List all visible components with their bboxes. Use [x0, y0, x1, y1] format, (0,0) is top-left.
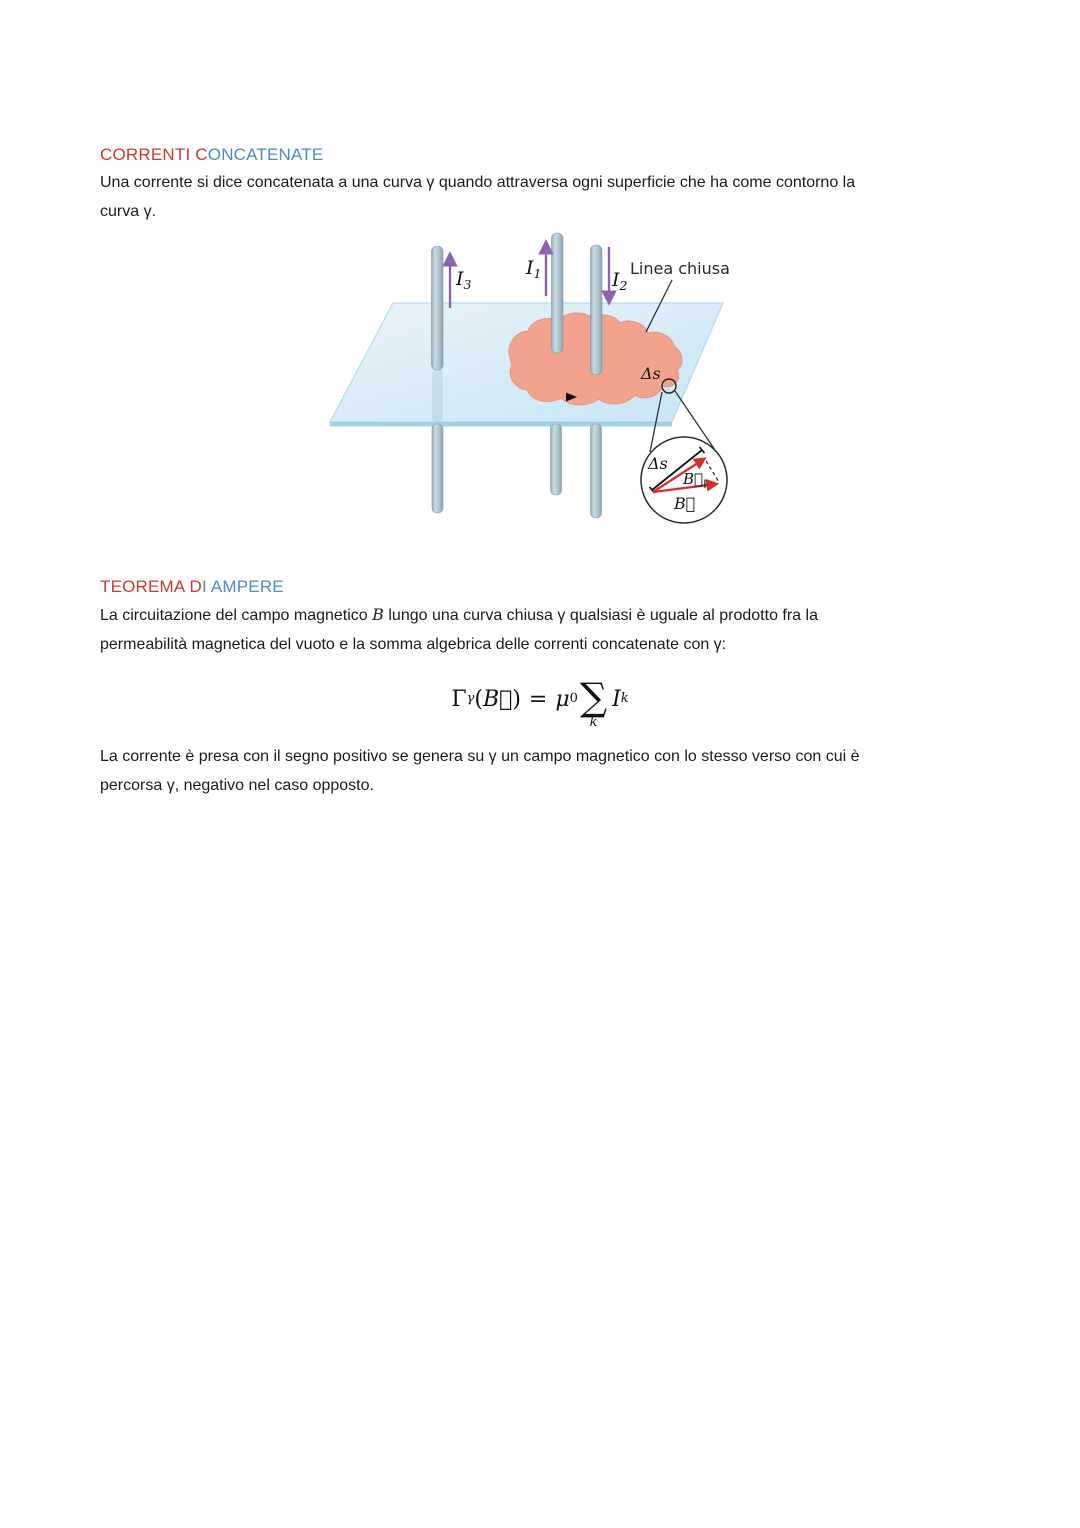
- sigma-index: k: [589, 715, 598, 731]
- equals-sign: =: [528, 686, 548, 712]
- text-line: [100, 601, 1000, 631]
- wire-right: [591, 245, 603, 375]
- text-line: La corrente è presa con il segno positivo se genera su γ un campo magnetico con lo stesso verso con cui è: [100, 748, 860, 765]
- mu-symbol: μ: [555, 686, 570, 712]
- text-line: percorsa γ, negativo nel caso opposto.: [100, 776, 374, 794]
- current-symbol: I: [612, 686, 621, 712]
- text-line: curva γ.: [100, 202, 157, 220]
- formula-rhs: μ 0 ∑ k I k: [555, 674, 629, 731]
- heading-blue-part: I AMPERE: [201, 577, 284, 597]
- plane-front-edge: [330, 422, 672, 427]
- b-field-symbol: B⃗: [482, 686, 513, 712]
- heading-blue-part: ONCATENATE: [207, 145, 324, 165]
- wire-middle: [552, 233, 564, 353]
- formula-lhs: Γ γ ( B⃗ ): [451, 686, 521, 712]
- diagram-svg: [300, 228, 760, 540]
- label-linea-chiusa: Linea chiusa: [630, 259, 730, 278]
- figure-correnti-concatenate: [300, 228, 760, 540]
- label-i1: $I_1$: [526, 257, 542, 281]
- text-line: permeabilità magnetica del vuoto e la somma algebrica delle correnti concatenate con γ:: [100, 635, 727, 653]
- paragraph-correnti: [100, 169, 1000, 226]
- text-run: La circuitazione del campo magnetico: [100, 607, 373, 624]
- paren-open: (: [474, 686, 483, 712]
- label-delta-s: Δs: [641, 364, 661, 383]
- ampere-formula: [0, 662, 1080, 736]
- sigma-symbol: ∑: [579, 674, 608, 719]
- summation: [579, 674, 608, 731]
- label-b-vector: B⃗: [674, 494, 696, 513]
- label-delta-s-zoom: Δs: [648, 454, 668, 473]
- wire-left-below: [432, 424, 443, 513]
- label-i3: $I_3$: [456, 268, 472, 292]
- paragraph-teorema-intro: [100, 601, 1000, 659]
- label-i2: $I_2$: [612, 269, 628, 293]
- heading-correnti-concatenate: [100, 145, 323, 165]
- heading-teorema-di-ampere: [100, 577, 284, 597]
- wire-middle-below: [551, 424, 562, 495]
- math-symbol-b: B: [372, 605, 384, 624]
- wire-right-below: [591, 424, 602, 518]
- gamma-symbol: Γ: [451, 686, 467, 712]
- text-run: lungo una curva chiusa γ qualsiasi è uguale al prodotto fra la: [383, 607, 818, 624]
- paren-close: ): [512, 686, 521, 712]
- heading-red-part: TEOREMA D: [100, 577, 202, 597]
- heading-red-part: CORRENTI C: [100, 145, 208, 165]
- paragraph-segno-corrente: [100, 743, 1000, 800]
- wire-left-through-plane: [432, 368, 443, 422]
- text-line: Una corrente si dice concatenata a una curva γ quando attraversa ogni superficie che ha come contorno la: [100, 174, 856, 191]
- wire-left: [432, 246, 444, 370]
- label-b-parallel: $B⃗_\parallel$: [683, 470, 708, 490]
